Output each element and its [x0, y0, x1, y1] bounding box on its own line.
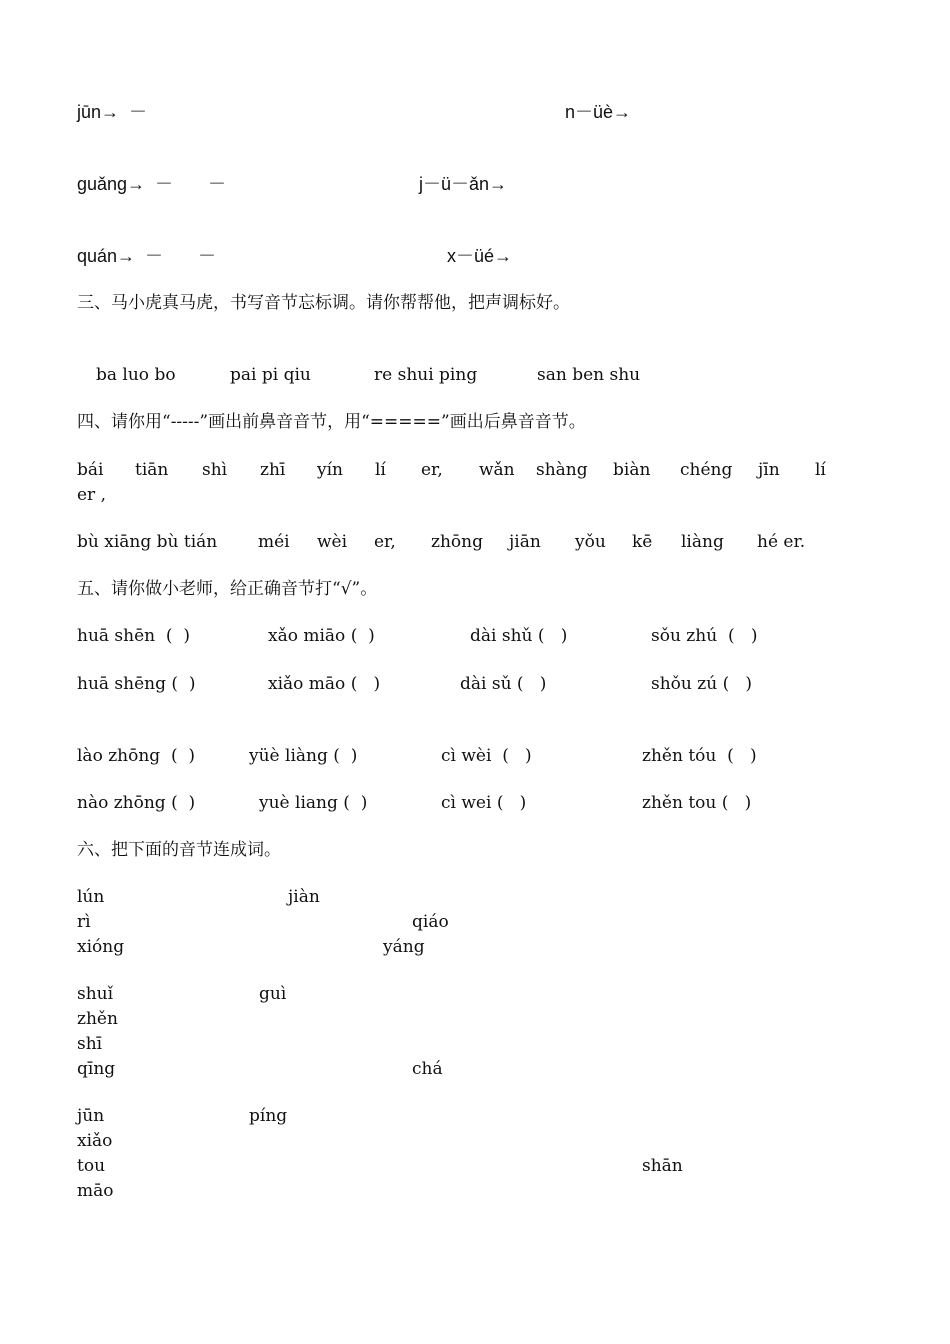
section6-title: 六、把下面的音节连成词。 [77, 840, 281, 860]
section3-word: pai pi qiu [230, 365, 311, 385]
syllable: qiáo [412, 912, 449, 932]
syllable: jiān [509, 532, 541, 552]
syllable: píng [249, 1106, 288, 1126]
syllable: māo [77, 1181, 114, 1201]
choice-item: shǒu zú ( ) [651, 674, 753, 694]
syllable: yín [317, 460, 343, 480]
syllable: er , [77, 485, 106, 505]
decompose-jun: jūn→ － [77, 102, 148, 122]
syllable: shī [77, 1034, 103, 1054]
syllable: yǒu [575, 532, 606, 552]
syllable: tou [77, 1156, 106, 1176]
syllable: lí [815, 460, 826, 480]
section3-word: ba luo bo [96, 365, 176, 385]
syllable: shān [642, 1156, 683, 1176]
choice-item: cì wèi ( ) [441, 746, 532, 766]
syllable: liàng [681, 532, 724, 552]
syllable: shàng [536, 460, 588, 480]
syllable: jiàn [288, 887, 320, 907]
section3-title: 三、马小虎真马虎，书写音节忘标调。请你帮帮他，把声调标好。 [77, 293, 570, 313]
decompose-nue: n－üè→ [565, 102, 632, 122]
choice-item: yüè liàng ( ) [249, 746, 358, 766]
syllable: bù xiāng bù tián [77, 532, 218, 552]
syllable: zhōng [431, 532, 483, 552]
choice-item: huā shēng ( ) [77, 674, 196, 694]
syllable: chéng [680, 460, 733, 480]
decompose-guang: guǎng→ － － [77, 174, 227, 194]
syllable: guì [259, 984, 287, 1004]
choice-item: yuè liang ( ) [259, 793, 368, 813]
syllable: chá [412, 1059, 443, 1079]
syllable: lí [375, 460, 386, 480]
syllable: er, [421, 460, 443, 480]
syllable: xiǎo [77, 1131, 113, 1151]
syllable: tiān [135, 460, 169, 480]
syllable: zhī [260, 460, 286, 480]
choice-item: xiǎo māo ( ) [268, 674, 381, 694]
syllable: biàn [613, 460, 651, 480]
section3-word: re shui ping [374, 365, 478, 385]
choice-item: cì wei ( ) [441, 793, 527, 813]
syllable: rì [77, 912, 91, 932]
section5-title: 五、请你做小老师，给正确音节打“√”。 [77, 579, 378, 599]
section4-title: 四、请你用“-----”画出前鼻音音节，用“=====”画出后鼻音音节。 [77, 412, 586, 432]
syllable: bái [77, 460, 104, 480]
choice-item: zhěn tou ( ) [642, 793, 752, 813]
syllable: xióng [77, 937, 125, 957]
choice-item: lào zhōng ( ) [77, 746, 196, 766]
choice-item: dài shǔ ( ) [470, 626, 568, 646]
decompose-quan: quán→ － － [77, 246, 217, 266]
syllable: hé er. [757, 532, 806, 552]
choice-item: nào zhōng ( ) [77, 793, 196, 813]
choice-item: dài sǔ ( ) [460, 674, 547, 694]
syllable: kē [632, 532, 653, 552]
choice-item: zhěn tóu ( ) [642, 746, 757, 766]
syllable: shuǐ [77, 984, 114, 1004]
syllable: jīn [758, 460, 780, 480]
syllable: lún [77, 887, 105, 907]
syllable: méi [258, 532, 290, 552]
syllable: zhěn [77, 1009, 118, 1029]
syllable: yáng [383, 937, 425, 957]
choice-item: huā shēn ( ) [77, 626, 190, 646]
syllable: er, [374, 532, 396, 552]
choice-item: sǒu zhú ( ) [651, 626, 758, 646]
decompose-juan: j－ü－ǎn→ [419, 174, 508, 194]
syllable: jūn [77, 1106, 105, 1126]
syllable: qīng [77, 1059, 116, 1079]
syllable: wǎn [479, 460, 515, 480]
section3-word: san ben shu [537, 365, 641, 385]
decompose-xue: x－üé→ [447, 246, 513, 266]
syllable: wèi [317, 532, 348, 552]
choice-item: xǎo miāo ( ) [268, 626, 375, 646]
syllable: shì [202, 460, 228, 480]
